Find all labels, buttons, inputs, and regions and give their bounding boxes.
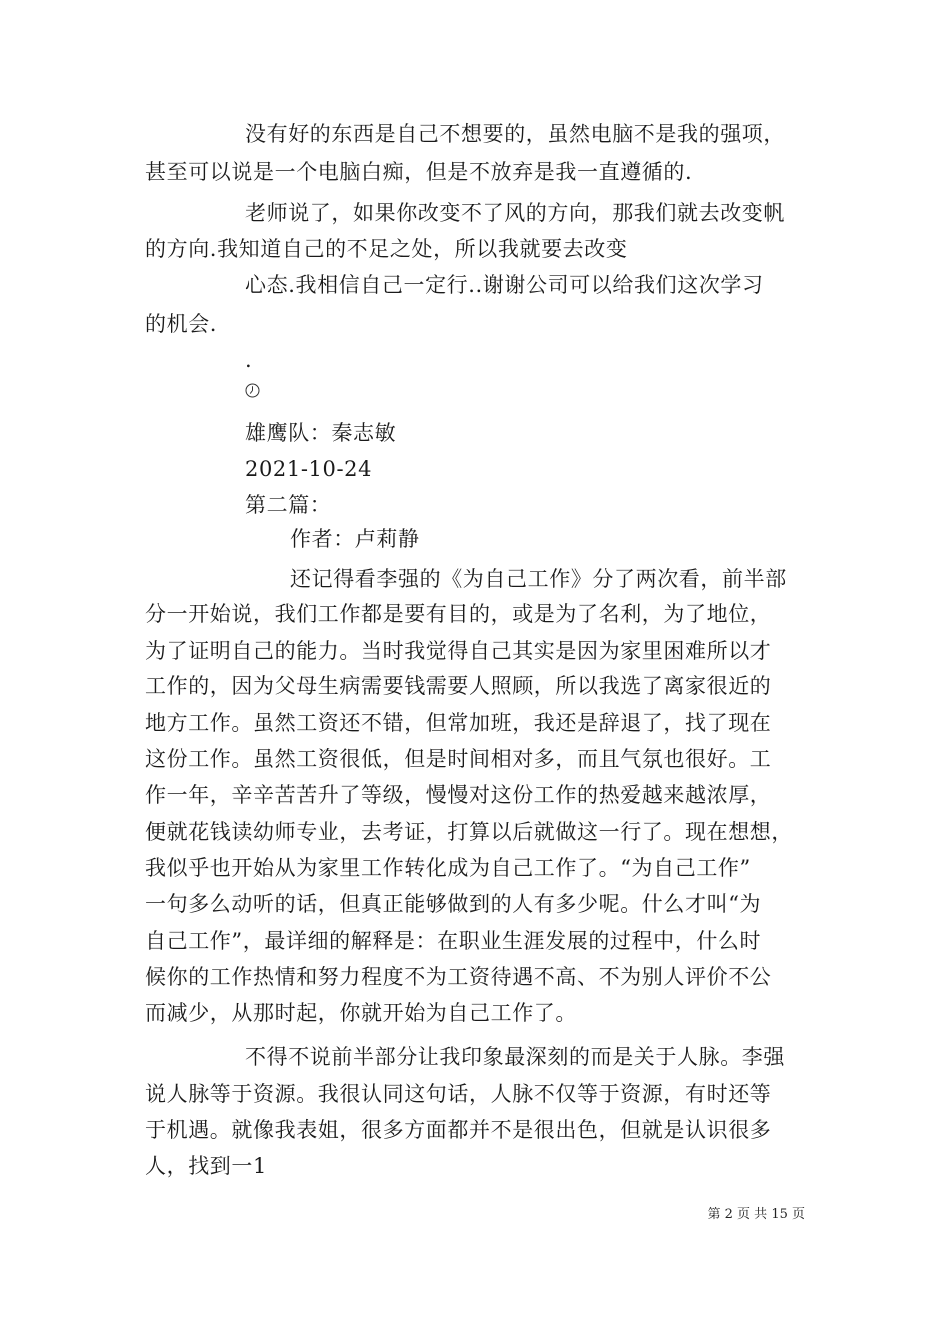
text-line: . [245,348,253,372]
text-line: 老师说了，如果你改变不了风的方向，那我们就去改变帆 [245,201,785,225]
clock-icon [245,383,260,398]
page-number: 第 2 页 共 15 页 [707,1207,805,1222]
text-line: 的机会. [145,312,218,336]
text-line: 第二篇： [245,493,332,517]
text-line: 地方工作。虽然工资还不错，但常加班，我还是辞退了，找了现在 [145,711,772,735]
text-line: 甚至可以说是一个电脑白痴，但是不放弃是我一直遵循的. [145,160,693,184]
text-line: 还记得看李强的《为自己工作》分了两次看，前半部 [290,567,787,591]
text-line: 一句多么动听的话，但真正能够做到的人有多少呢。什么才叫“为 [145,892,762,916]
text-line: 没有好的东西是自己不想要的，虽然电脑不是我的强项， [245,122,785,146]
text-line: 雄鹰队：秦志敏 [245,421,397,445]
text-line: 工作的，因为父母生病需要钱需要人照顾，所以我选了离家很近的 [145,674,772,698]
text-line: 作者：卢莉静 [290,527,420,551]
text-line: 2021-10-24 [245,457,373,481]
text-line: 心态.我相信自己一定行..谢谢公司可以给我们这次学习 [245,273,764,297]
text-line: 为了证明自己的能力。当时我觉得自己其实是因为家里困难所以才 [145,639,772,663]
text-line: 人，找到一1 [145,1154,267,1178]
text-line: 说人脉等于资源。我很认同这句话，人脉不仅等于资源，有时还等 [145,1082,772,1106]
text-line: 而减少，从那时起，你就开始为自己工作了。 [145,1001,577,1025]
text-line: 候你的工作热情和努力程度不为工资待遇不高、不为别人评价不公 [145,965,772,989]
text-line: 便就花钱读幼师专业，去考证，打算以后就做这一行了。现在想想， [145,820,793,844]
text-line: 我似乎也开始从为家里工作转化成为自己工作了。“为自己工作” [145,856,751,880]
text-line: 不得不说前半部分让我印象最深刻的而是关于人脉。李强 [245,1045,785,1069]
text-line: 这份工作。虽然工资很低，但是时间相对多，而且气氛也很好。工 [145,747,772,771]
text-line: 自己工作”，最详细的解释是：在职业生涯发展的过程中，什么时 [145,929,762,953]
text-line: 作一年，辛辛苦苦升了等级，慢慢对这份工作的热爱越来越浓厚， [145,783,772,807]
text-line: 于机遇。就像我表姐，很多方面都并不是很出色，但就是认识很多 [145,1118,772,1142]
text-line: 的方向.我知道自己的不足之处，所以我就要去改变 [145,237,628,261]
text-line: 分一开始说，我们工作都是要有目的，或是为了名利，为了地位， [145,602,772,626]
